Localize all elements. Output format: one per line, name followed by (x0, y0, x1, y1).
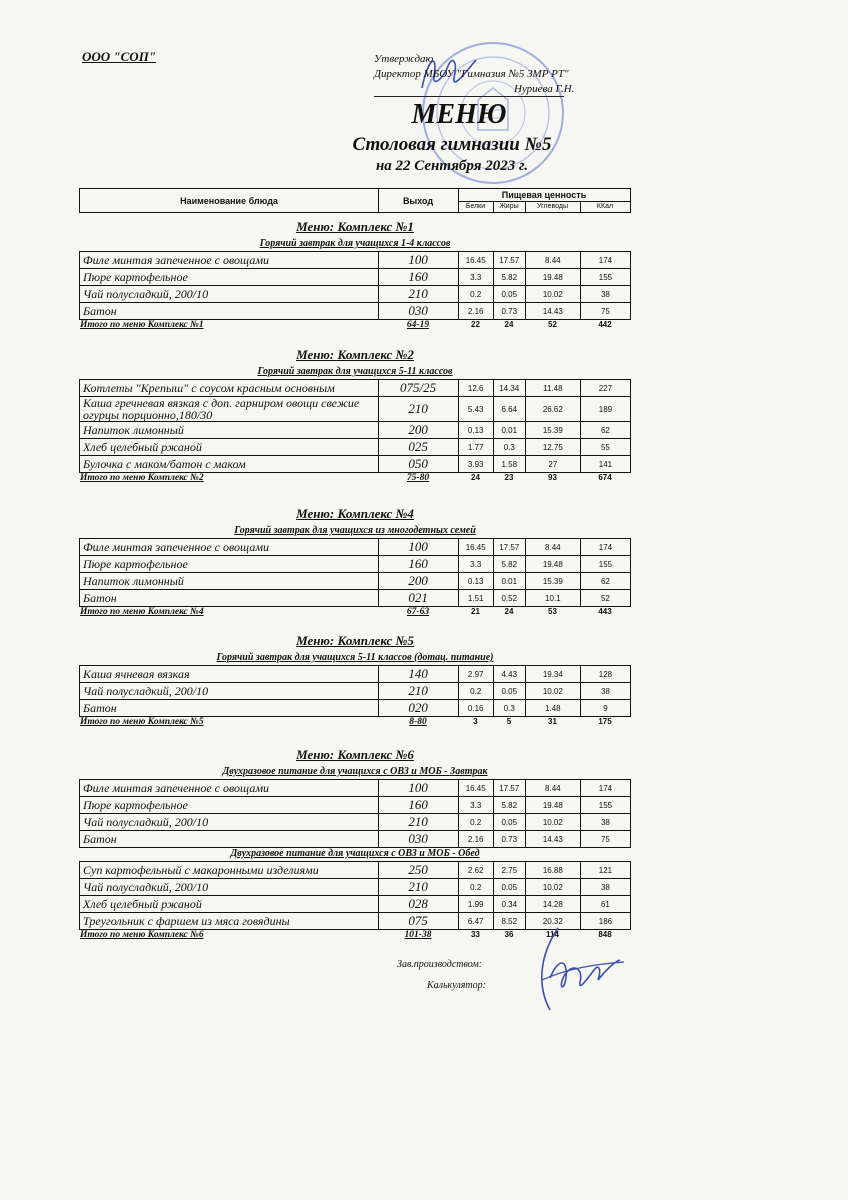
dish-fats: 6.64 (493, 397, 525, 422)
page-subtitle: Столовая гимназии №5 (352, 134, 552, 155)
dish-carbs: 14.43 (525, 831, 580, 848)
dish-proteins: 3.3 (458, 556, 493, 573)
table-row (80, 252, 631, 269)
table-row (80, 780, 631, 797)
total-label: Итого по меню Комплекс №4 (80, 607, 204, 617)
dish-carbs: 11.48 (525, 380, 580, 397)
dish-output: 020 (378, 700, 458, 717)
table-row (80, 814, 631, 831)
dish-proteins: 2.16 (458, 831, 493, 848)
dish-kcal: 75 (580, 303, 630, 320)
total-label: Итого по меню Комплекс №5 (80, 717, 204, 727)
table-header (79, 188, 631, 213)
dish-name: Хлеб целебный ржаной (80, 439, 379, 456)
group-title: Горячий завтрак для учащихся 5-11 классов (257, 366, 453, 377)
page-title: МЕНЮ (411, 99, 507, 130)
dish-carbs: 19.48 (525, 269, 580, 286)
total-fats: 24 (504, 320, 514, 329)
dish-fats: 0.3 (493, 700, 525, 717)
dish-kcal: 62 (580, 422, 630, 439)
dish-kcal: 174 (580, 539, 630, 556)
menu-section (79, 346, 631, 486)
dish-carbs: 10.02 (525, 683, 580, 700)
table-row (80, 303, 631, 320)
dish-carbs: 15.39 (525, 422, 580, 439)
dish-name: Пюре картофельное (80, 269, 379, 286)
table-row (80, 700, 631, 717)
dish-kcal: 38 (580, 683, 630, 700)
dish-output: 210 (378, 683, 458, 700)
dish-carbs: 10.02 (525, 879, 580, 896)
dish-fats: 0.05 (493, 879, 525, 896)
total-kcal: 442 (598, 320, 612, 329)
dish-kcal: 141 (580, 456, 630, 473)
table-row (80, 422, 631, 439)
menu-section (79, 632, 631, 730)
table-row (80, 397, 631, 422)
dish-kcal: 186 (580, 913, 630, 930)
dish-output: 050 (378, 456, 458, 473)
dish-output: 030 (378, 303, 458, 320)
total-fats: 5 (506, 717, 512, 726)
dish-proteins: 1.77 (458, 439, 493, 456)
dish-fats: 0.73 (493, 303, 525, 320)
dish-kcal: 9 (580, 700, 630, 717)
dish-name: Батон (80, 303, 379, 320)
table-row (80, 539, 631, 556)
dish-proteins: 0.2 (458, 814, 493, 831)
dish-name: Филе минтая запеченное с овощами (80, 252, 379, 269)
dish-output: 021 (378, 590, 458, 607)
menu-table (79, 379, 631, 473)
approval-line-3: Нуриева Г.Н. (514, 83, 575, 95)
menu-table (79, 538, 631, 607)
dish-kcal: 189 (580, 397, 630, 422)
menu-table (79, 861, 631, 930)
dish-carbs: 16.88 (525, 862, 580, 879)
header-output: Выход (378, 189, 459, 212)
menu-section (79, 746, 631, 943)
dish-proteins: 16.45 (458, 252, 493, 269)
table-row (80, 831, 631, 848)
group-title: Горячий завтрак для учащихся 5-11 классов (дотац. питание) (216, 652, 494, 663)
dish-carbs: 14.28 (525, 896, 580, 913)
total-label: Итого по меню Комплекс №1 (80, 320, 204, 330)
dish-fats: 0.01 (493, 573, 525, 590)
dish-output: 200 (378, 422, 458, 439)
dish-proteins: 12.6 (458, 380, 493, 397)
section-title: Меню: Комплекс №4 (296, 506, 414, 521)
header-carbs: Углеводы (525, 202, 581, 212)
dish-output: 025 (378, 439, 458, 456)
section-total (79, 473, 631, 486)
dish-proteins: 6.47 (458, 913, 493, 930)
dish-fats: 0.05 (493, 286, 525, 303)
dish-carbs: 10.02 (525, 814, 580, 831)
approval-block (374, 52, 574, 97)
dish-fats: 8.52 (493, 913, 525, 930)
table-row (80, 666, 631, 683)
total-fats: 23 (504, 473, 514, 482)
dish-output: 100 (378, 539, 458, 556)
dish-output: 160 (378, 797, 458, 814)
dish-name: Булочка с маком/батон с маком (80, 456, 379, 473)
dish-carbs: 20.32 (525, 913, 580, 930)
dish-fats: 0.34 (493, 896, 525, 913)
total-kcal: 175 (598, 717, 612, 726)
total-carbs: 52 (548, 320, 557, 329)
total-fats: 36 (504, 930, 514, 939)
table-row (80, 896, 631, 913)
dish-carbs: 19.34 (525, 666, 580, 683)
group-title: Двухразовое питание для учащихся с ОВЗ и МОБ - Обед (230, 848, 480, 859)
dish-fats: 0.01 (493, 422, 525, 439)
dish-kcal: 155 (580, 797, 630, 814)
table-row (80, 862, 631, 879)
dish-proteins: 3.3 (458, 797, 493, 814)
group-title: Двухразовое питание для учащихся с ОВЗ и МОБ - Завтрак (222, 766, 488, 777)
total-kcal: 443 (598, 607, 612, 616)
dish-fats: 0.3 (493, 439, 525, 456)
dish-proteins: 2.97 (458, 666, 493, 683)
table-row (80, 573, 631, 590)
calculator-label: Калькулятор: (427, 980, 486, 991)
dish-name: Чай полусладкий, 200/10 (80, 879, 379, 896)
approval-line-1: Утверждаю (374, 53, 434, 65)
total-proteins: 3 (473, 717, 478, 726)
total-label: Итого по меню Комплекс №2 (80, 473, 204, 483)
dish-kcal: 155 (580, 556, 630, 573)
table-row (80, 439, 631, 456)
dish-carbs: 8.44 (525, 252, 580, 269)
dish-proteins: 0.2 (458, 683, 493, 700)
header-kcal: ККал (596, 203, 614, 210)
total-carbs: 31 (548, 717, 557, 726)
dish-carbs: 27 (525, 456, 580, 473)
dish-name: Котлеты "Крепыш" с соусом красным основным (80, 380, 379, 397)
table-row (80, 590, 631, 607)
production-label: Зав.производством: (397, 959, 483, 970)
dish-name: Батон (80, 700, 379, 717)
header-dish-name: Наименование блюда (80, 189, 379, 212)
approval-line-2: Директор МБОУ "Гимназия №5 ЗМР РТ" (374, 68, 569, 80)
dish-fats: 0.05 (493, 683, 525, 700)
dish-kcal: 155 (580, 269, 630, 286)
dish-kcal: 128 (580, 666, 630, 683)
menu-table (79, 665, 631, 717)
dish-name: Чай полусладкий, 200/10 (80, 683, 379, 700)
dish-name: Чай полусладкий, 200/10 (80, 286, 379, 303)
table-row (80, 286, 631, 303)
dish-proteins: 0.13 (458, 422, 493, 439)
total-proteins: 22 (471, 320, 480, 329)
dish-carbs: 10.02 (525, 286, 580, 303)
dish-proteins: 16.45 (458, 539, 493, 556)
dish-output: 160 (378, 269, 458, 286)
table-row (80, 269, 631, 286)
total-output: 101-38 (404, 930, 432, 940)
table-row (80, 456, 631, 473)
total-proteins: 21 (471, 607, 480, 616)
group-title: Горячий завтрак для учащихся 1-4 классов (259, 238, 451, 249)
menu-table (79, 251, 631, 320)
dish-output: 210 (378, 814, 458, 831)
total-label: Итого по меню Комплекс №6 (80, 930, 204, 940)
dish-output: 210 (378, 879, 458, 896)
dish-name: Чай полусладкий, 200/10 (80, 814, 379, 831)
dish-output: 140 (378, 666, 458, 683)
dish-carbs: 26.62 (525, 397, 580, 422)
organization-name: ООО "СОП" (82, 49, 157, 64)
total-fats: 24 (504, 607, 514, 616)
header-nutrition: Пищевая ценность (458, 189, 630, 202)
total-kcal: 848 (598, 930, 612, 939)
dish-carbs: 19.48 (525, 797, 580, 814)
dish-kcal: 121 (580, 862, 630, 879)
dish-kcal: 61 (580, 896, 630, 913)
dish-output: 028 (378, 896, 458, 913)
dish-kcal: 174 (580, 780, 630, 797)
dish-fats: 17.57 (493, 780, 525, 797)
dish-name: Филе минтая запеченное с овощами (80, 780, 379, 797)
total-kcal: 674 (598, 473, 612, 482)
dish-carbs: 8.44 (525, 780, 580, 797)
dish-kcal: 38 (580, 814, 630, 831)
dish-proteins: 0.16 (458, 700, 493, 717)
dish-name: Хлеб целебный ржаной (80, 896, 379, 913)
dish-kcal: 227 (580, 380, 630, 397)
total-carbs: 53 (548, 607, 557, 616)
dish-proteins: 1.51 (458, 590, 493, 607)
dish-fats: 0.73 (493, 831, 525, 848)
dish-name: Каша ячневая вязкая (80, 666, 379, 683)
dish-output: 100 (378, 780, 458, 797)
dish-output: 075/25 (378, 380, 458, 397)
table-row (80, 797, 631, 814)
dish-carbs: 10.1 (525, 590, 580, 607)
table-row (80, 683, 631, 700)
dish-name: Пюре картофельное (80, 797, 379, 814)
dish-proteins: 3.93 (458, 456, 493, 473)
dish-carbs: 1.48 (525, 700, 580, 717)
table-row (80, 879, 631, 896)
total-output: 75-80 (406, 473, 430, 483)
dish-output: 030 (378, 831, 458, 848)
dish-output: 075 (378, 913, 458, 930)
dish-kcal: 52 (580, 590, 630, 607)
dish-fats: 14.34 (493, 380, 525, 397)
section-title: Меню: Комплекс №6 (296, 747, 414, 762)
dish-output: 200 (378, 573, 458, 590)
dish-proteins: 16.45 (458, 780, 493, 797)
dish-proteins: 0.13 (458, 573, 493, 590)
dish-output: 160 (378, 556, 458, 573)
dish-kcal: 62 (580, 573, 630, 590)
dish-output: 100 (378, 252, 458, 269)
dish-name: Пюре картофельное (80, 556, 379, 573)
dish-carbs: 19.48 (525, 556, 580, 573)
dish-name: Батон (80, 590, 379, 607)
dish-name: Суп картофельный с макаронными изделиями (80, 862, 379, 879)
dish-kcal: 174 (580, 252, 630, 269)
section-title: Меню: Комплекс №2 (296, 347, 414, 362)
menu-section (79, 218, 631, 333)
dish-fats: 0.05 (493, 814, 525, 831)
total-carbs: 114 (546, 930, 559, 939)
total-proteins: 33 (471, 930, 480, 939)
total-output: 67-63 (406, 607, 430, 617)
dish-proteins: 2.62 (458, 862, 493, 879)
section-total (79, 607, 631, 620)
dish-name: Каша гречневая вязкая с доп. гарниром овощи свежие огурцы порционно,180/30 (80, 397, 379, 422)
dish-output: 210 (378, 286, 458, 303)
dish-proteins: 0.2 (458, 879, 493, 896)
menu-section (79, 505, 631, 620)
approval-signature-line (374, 96, 564, 97)
section-total (79, 930, 631, 943)
dish-proteins: 1.99 (458, 896, 493, 913)
dish-kcal: 75 (580, 831, 630, 848)
group-title: Горячий завтрак для учащихся из многодетных семей (234, 525, 476, 536)
dish-proteins: 0.2 (458, 286, 493, 303)
total-output: 64-19 (406, 320, 430, 330)
dish-kcal: 55 (580, 439, 630, 456)
dish-fats: 0.52 (493, 590, 525, 607)
dish-fats: 17.57 (493, 539, 525, 556)
dish-name: Батон (80, 831, 379, 848)
dish-fats: 4.43 (493, 666, 525, 683)
dish-carbs: 14.43 (525, 303, 580, 320)
dish-fats: 2.75 (493, 862, 525, 879)
dish-kcal: 38 (580, 286, 630, 303)
dish-name: Филе минтая запеченное с овощами (80, 539, 379, 556)
section-title: Меню: Комплекс №1 (296, 219, 414, 234)
section-title: Меню: Комплекс №5 (296, 633, 414, 648)
header-proteins: Белки (458, 202, 494, 212)
total-proteins: 24 (471, 473, 480, 482)
dish-fats: 5.82 (493, 556, 525, 573)
dish-output: 210 (378, 397, 458, 422)
dish-fats: 17.57 (493, 252, 525, 269)
dish-name: Напиток лимонный (80, 422, 379, 439)
dish-proteins: 5.43 (458, 397, 493, 422)
dish-proteins: 2.16 (458, 303, 493, 320)
dish-kcal: 38 (580, 879, 630, 896)
dish-name: Напиток лимонный (80, 573, 379, 590)
dish-carbs: 8.44 (525, 539, 580, 556)
dish-fats: 5.82 (493, 797, 525, 814)
menu-date: на 22 Сентября 2023 г. (375, 158, 529, 174)
table-row (80, 380, 631, 397)
total-output: 8-80 (409, 717, 427, 727)
section-total (79, 717, 631, 730)
dish-carbs: 15.39 (525, 573, 580, 590)
dish-output: 250 (378, 862, 458, 879)
dish-proteins: 3.3 (458, 269, 493, 286)
total-carbs: 93 (548, 473, 557, 482)
section-total (79, 320, 631, 333)
dish-name: Треугольник с фаршем из мяса говядины (80, 913, 379, 930)
menu-table (79, 779, 631, 848)
dish-fats: 1.58 (493, 456, 525, 473)
dish-fats: 5.82 (493, 269, 525, 286)
dish-carbs: 12.75 (525, 439, 580, 456)
header-fats: Жиры (493, 202, 526, 212)
table-row (80, 913, 631, 930)
table-row (80, 556, 631, 573)
